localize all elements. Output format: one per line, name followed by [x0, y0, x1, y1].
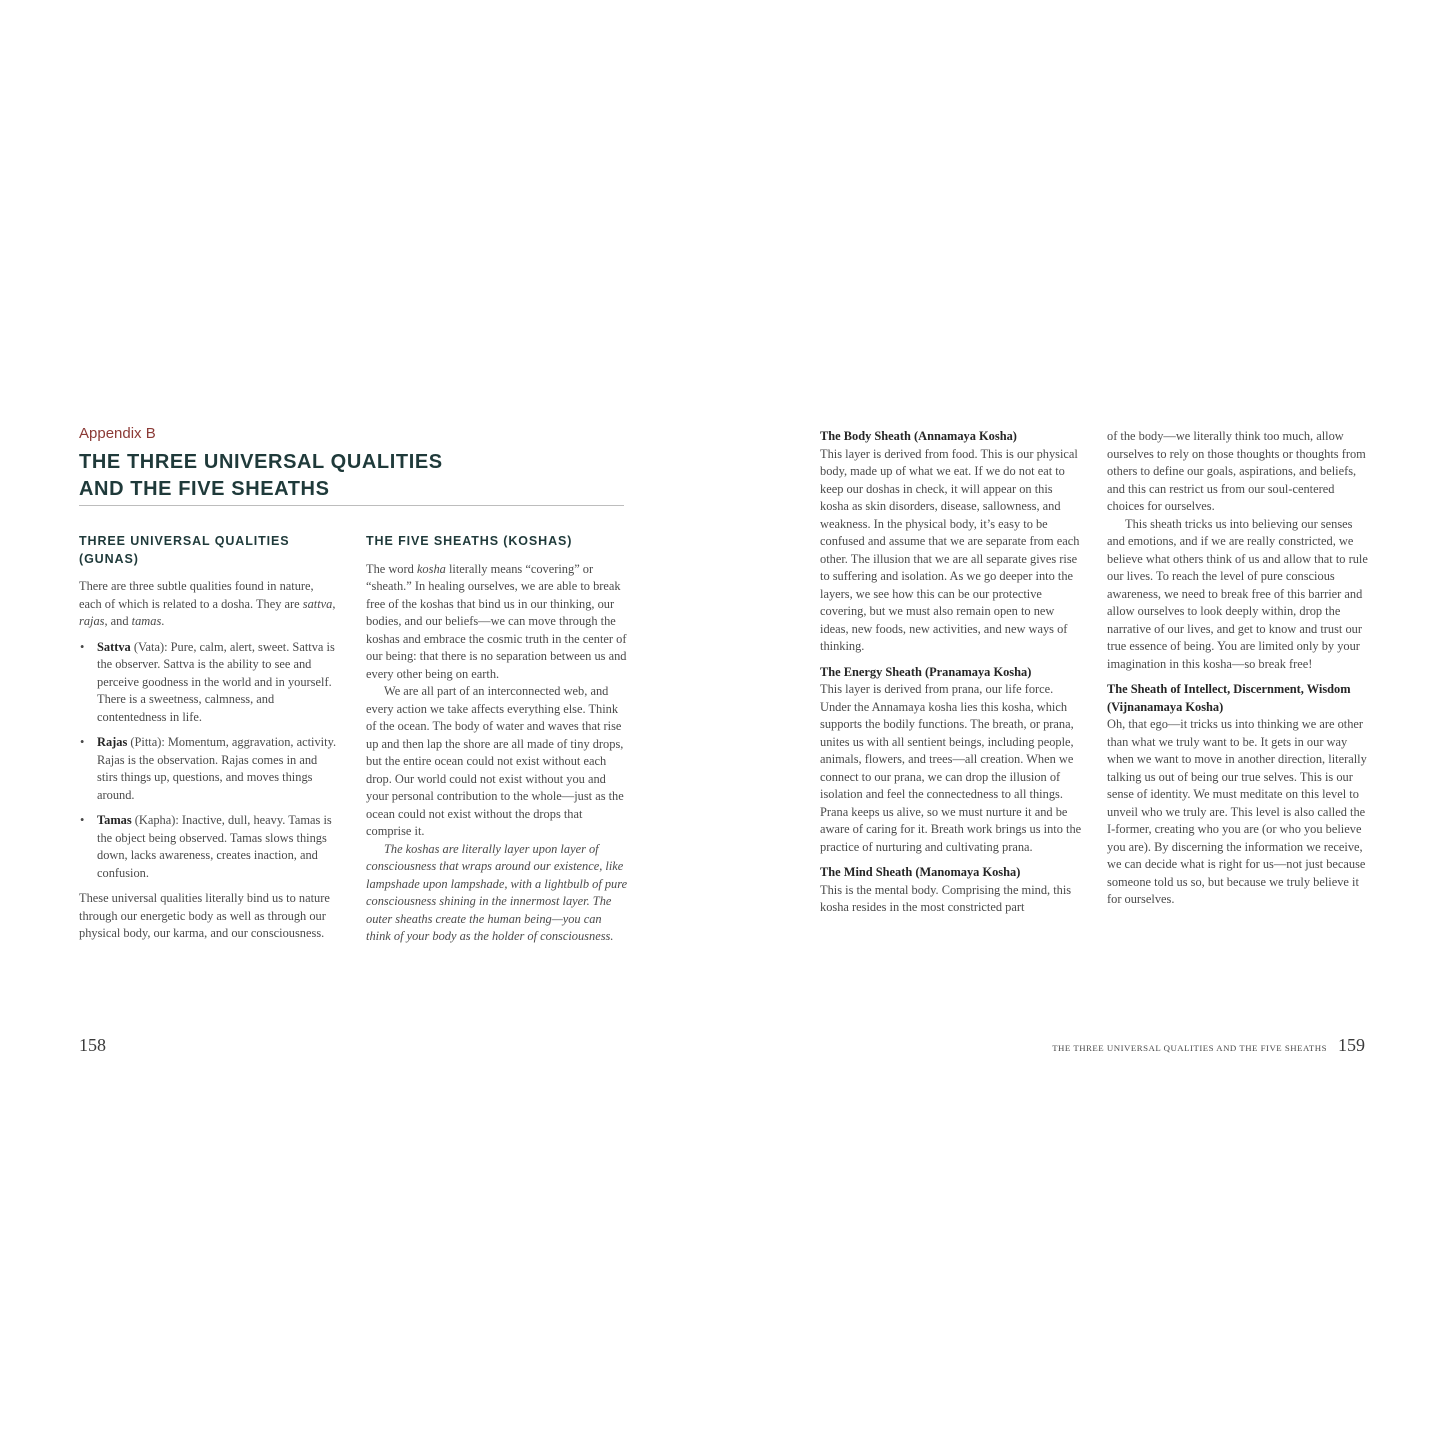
intellect-sheath-text: Oh, that ego—it tricks us into thinking we are other than what we truly want to be. It gets in our way when we want to move in another direction, literally talking us out of being our true selves. This is our sense of identity. We must meditate on this level to unveil who we truly are. This level is also called the I-former, creating who you are (or who you believe you are). By discerning the information we receive, we can decide what is right for us—not just because someone told us so, but because we truly believe it for ourselves. — [1107, 717, 1367, 906]
koshas-heading: THE FIVE SHEATHS (KOSHAS) — [366, 534, 573, 548]
koshas-paragraph-2: We are all part of an interconnected web, and every action we take affects everything else. Think of the ocean. The body of water and waves that rise up and then lap the shore are all made of tiny drops, but the entire ocean could not exist without each drop. Our world could not exist without you and your personal contribution to the whole—just as the ocean could not exist without the drops that comprise it. — [366, 684, 624, 838]
guna-description: (Pitta): Momentum, aggravation, activity. Rajas is the observation. Rajas comes in and stirs things up, questions, and moves things around. — [97, 735, 337, 802]
appendix-label: Appendix B — [79, 425, 156, 442]
bullet-icon: • — [80, 639, 85, 654]
guna-description: (Vata): Pure, calm, alert, sweet. Sattva is the observer. Sattva is the ability to see and perceive goodness in the world and in yourself. There is a sweetness, calmness, and contentedness in life. — [97, 639, 335, 724]
page-number-right: 159 — [1338, 1035, 1365, 1055]
koshas-column — [366, 533, 628, 946]
running-head: THE THREE UNIVERSAL QUALITIES AND THE FIVE SHEATHS — [1052, 1043, 1327, 1053]
guna-name: Rajas — [97, 735, 128, 749]
guna-description: (Kapha): Inactive, dull, heavy. Tamas is the object being observed. Tamas slows things down, lacks awareness, creates inaction, and confusion. — [97, 813, 332, 880]
bullet-icon: • — [80, 813, 85, 827]
body-sheath-text: This layer is derived from food. This is our physical body, made up of what we eat. If we do not eat to keep our doshas in check, it will appear on this kosha as skin disorders, disease, sallowness, and weakness. In the physical body, it’s easy to be confused and assume that we are separate from each other. The illusion that we are all separate gives rise to suffering and isolation. As we go deeper into the layers, we see how this can be our protective covering, but we must also remain open to new ideas, new foods, new activities, and new ways of thinking. — [820, 446, 1080, 653]
intellect-sheath-title: The Sheath of Intellect, Discernment, Wisdom (Vijnanamaya Kosha) — [1107, 682, 1351, 714]
body-sheath-section — [820, 428, 1082, 656]
chapter-title — [79, 449, 639, 503]
gunas-column — [79, 533, 337, 943]
list-item — [79, 812, 337, 882]
mind-sheath-title: The Mind Sheath (Manomaya Kosha) — [820, 865, 1021, 879]
koshas-paragraph-3 — [366, 841, 628, 946]
list-item — [79, 734, 337, 804]
mind-sheath-section — [820, 864, 1082, 917]
gunas-closing: These universal qualities literally bind us to nature through our energetic body as well as through our physical body, our karma, and our consciousness. — [79, 891, 330, 940]
mind-sheath-text: This is the mental body. Comprising the mind, this kosha resides in the most constricted part — [820, 882, 1072, 914]
sheaths-column-2 — [1107, 428, 1369, 909]
gunas-list — [79, 639, 337, 883]
intellect-sheath-section — [1107, 681, 1369, 909]
koshas-italic-text: The koshas are literally layer upon layer of consciousness that wraps around our existence, like lampshade upon lampshade, with a lightbulb of pure consciousness shining in the innermost layer. The outer sheaths create the human being—you can think of your body as the holder of consciousness. — [366, 841, 628, 943]
energy-sheath-section — [820, 664, 1082, 857]
chapter-title-line-1: THE THREE UNIVERSAL QUALITIES — [79, 451, 443, 473]
chapter-title-line-2: AND THE FIVE SHEATHS — [79, 478, 330, 500]
title-divider — [79, 505, 624, 506]
list-item — [79, 639, 337, 727]
guna-name: Sattva — [97, 639, 131, 654]
energy-sheath-text: This layer is derived from prana, our life force. Under the Annamaya kosha lies this kosha, which supports the bodily functions. The breath, or prana, unites us with all sentient beings, including people, animals, flowers, and trees—all creation. When we connect to our prana, we can drop the illusion of isolation and feel the connectedness to all things. Prana keeps us alive, so we must nurture it and be aware of caring for it. Breath work brings us into the practice of nurturing and cultivating prana. — [820, 682, 1082, 854]
guna-name: Tamas — [97, 813, 132, 827]
page-number-left: 158 — [79, 1035, 106, 1055]
koshas-paragraph-1: The word kosha literally means “covering” or “sheath.” In healing ourselves, we are able to break free of the koshas that bind us in our thinking, our bodies, and our beliefs—we can move through the koshas and embrace the cosmic truth in the center of our being: that there is no separation between us and every other being on earth. — [366, 561, 627, 681]
mind-sheath-continued: of the body—we literally think too much, allow ourselves to rely on those thoughts or thoughts from others to define our goals, aspirations, and beliefs, and this can restrict us from our soul-centered choices for ourselves. — [1107, 429, 1366, 513]
energy-sheath-title: The Energy Sheath (Pranamaya Kosha) — [820, 664, 1032, 679]
body-sheath-title: The Body Sheath (Annamaya Kosha) — [820, 429, 1017, 443]
mind-sheath-paragraph-2: This sheath tricks us into believing our senses and emotions, and if we are really constricted, we believe what others think of us and allow that to rule our lives. To reach the level of pure conscious awareness, we need to break free of this barrier and allow ourselves to look deeply within, drop the narrative of our lives, and get to know and trust our true essence of being. You are limited only by your imagination in this kosha—so break free! — [1107, 516, 1368, 671]
sheaths-column-1 — [820, 428, 1082, 917]
gunas-heading: THREE UNIVERSAL QUALITIES (GUNAS) — [79, 534, 290, 566]
bullet-icon: • — [80, 735, 85, 749]
gunas-intro: There are three subtle qualities found in nature, each of which is related to a dosha. They are sattva, rajas, and tamas. — [79, 579, 336, 628]
